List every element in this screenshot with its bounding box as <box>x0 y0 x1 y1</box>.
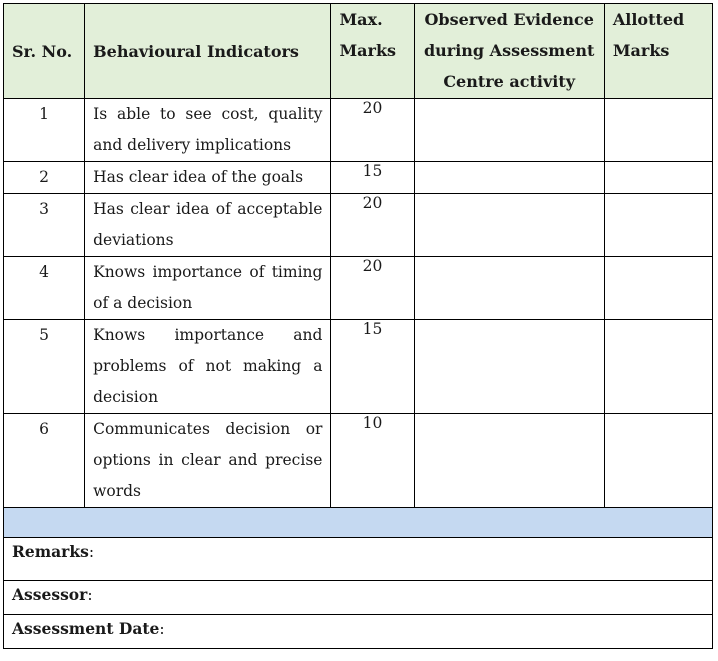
header-observed-evidence: Observed Evidence during Assessment Centre activity <box>414 4 604 99</box>
sr-no-cell: 3 <box>4 194 85 257</box>
assessor-row <box>4 581 713 615</box>
remarks-field[interactable] <box>4 538 713 581</box>
allotted-marks-cell[interactable] <box>604 257 712 320</box>
indicator-cell: Is able to see cost, quality and delivery implications <box>85 99 331 162</box>
observed-evidence-cell[interactable] <box>414 320 604 414</box>
sr-no-cell: 2 <box>4 162 85 194</box>
assessment-date-colon: : <box>159 620 165 638</box>
sr-no-cell: 1 <box>4 99 85 162</box>
observed-evidence-cell[interactable] <box>414 257 604 320</box>
assessment-table <box>3 3 713 649</box>
header-sr-no: Sr. No. <box>4 4 85 99</box>
assessment-sheet <box>3 3 713 649</box>
assessor-field[interactable] <box>4 581 713 615</box>
indicator-cell: Knows importance of timing of a decision <box>85 257 331 320</box>
observed-evidence-cell[interactable] <box>414 162 604 194</box>
max-marks-cell: 20 <box>331 194 414 257</box>
allotted-marks-cell[interactable] <box>604 414 712 508</box>
header-allotted-marks: Allotted Marks <box>604 4 712 99</box>
separator-band-cell <box>4 508 713 538</box>
assessment-date-label: Assessment Date <box>12 619 160 638</box>
max-marks-cell: 15 <box>331 320 414 414</box>
sr-no-cell: 6 <box>4 414 85 508</box>
observed-evidence-cell[interactable] <box>414 414 604 508</box>
remarks-label: Remarks <box>12 542 89 561</box>
allotted-marks-cell[interactable] <box>604 162 712 194</box>
indicator-cell: Communicates decision or options in clear and precise words <box>85 414 331 508</box>
assessor-label: Assessor <box>12 585 88 604</box>
observed-evidence-cell[interactable] <box>414 99 604 162</box>
assessment-date-row <box>4 615 713 649</box>
sr-no-cell: 4 <box>4 257 85 320</box>
indicator-cell: Has clear idea of acceptable deviations <box>85 194 331 257</box>
allotted-marks-cell[interactable] <box>604 194 712 257</box>
indicator-cell: Knows importance and problems of not making a decision <box>85 320 331 414</box>
table-row <box>4 162 713 194</box>
observed-evidence-cell[interactable] <box>414 194 604 257</box>
max-marks-cell: 10 <box>331 414 414 508</box>
assessment-date-field[interactable] <box>4 615 713 649</box>
assessor-colon: : <box>87 586 93 604</box>
header-max-marks: Max. Marks <box>331 4 414 99</box>
table-row <box>4 257 713 320</box>
header-row <box>4 4 713 99</box>
header-behavioural-indicators: Behavioural Indicators <box>85 4 331 99</box>
sr-no-cell: 5 <box>4 320 85 414</box>
max-marks-cell: 15 <box>331 162 414 194</box>
table-row <box>4 99 713 162</box>
remarks-row <box>4 538 713 581</box>
max-marks-cell: 20 <box>331 257 414 320</box>
separator-band <box>4 508 713 538</box>
indicator-cell: Has clear idea of the goals <box>85 162 331 194</box>
allotted-marks-cell[interactable] <box>604 99 712 162</box>
remarks-colon: : <box>88 543 95 561</box>
table-row <box>4 320 713 414</box>
allotted-marks-cell[interactable] <box>604 320 712 414</box>
table-row <box>4 414 713 508</box>
table-row <box>4 194 713 257</box>
max-marks-cell: 20 <box>331 99 414 162</box>
